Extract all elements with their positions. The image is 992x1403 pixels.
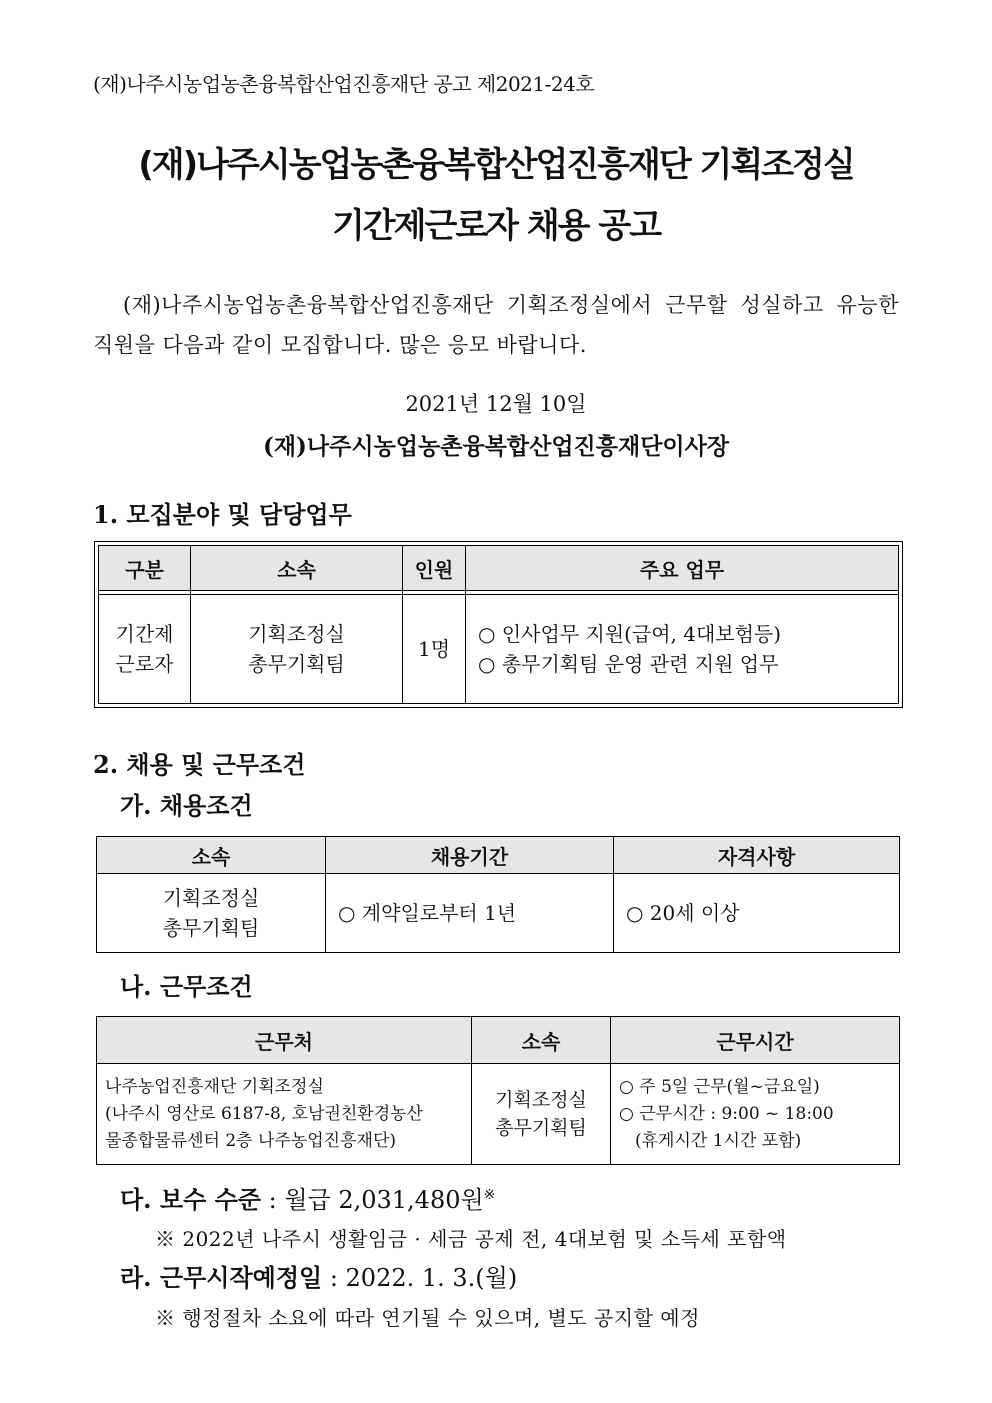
- subsection-b-heading: 나. 근무조건: [120, 972, 253, 1001]
- workplace-line: 물종합물류센터 2층 나주농업진흥재단): [105, 1130, 397, 1151]
- category-line: 근로자: [115, 652, 174, 676]
- section1-heading: 1. 모집분야 및 담당업무: [93, 500, 352, 529]
- start-date-value: : 2022. 1. 3.(월): [322, 1264, 518, 1292]
- recruitment-table: [98, 545, 899, 704]
- subsection-a-heading: 가. 채용조건: [120, 791, 253, 820]
- hours-line: (휴게시간 1시간 포함): [635, 1130, 802, 1151]
- cell-dept: [97, 874, 326, 953]
- start-date-note: ※ 행정절차 소요에 따라 연기될 수 있으며, 별도 공지할 예정: [155, 1306, 700, 1330]
- duty-item: ○ 인사업무 지원(급여, 4대보험등): [478, 622, 782, 646]
- dept-line: 기획조정실: [495, 1089, 587, 1111]
- work-conditions-table: [96, 1016, 900, 1165]
- page-title-line2: 기간제근로자 채용 공고: [331, 206, 661, 246]
- col-header-dept: 소속: [97, 837, 326, 874]
- dept-line: 총무기획팀: [495, 1117, 587, 1139]
- cell-duties: [466, 595, 899, 704]
- col-header-category: 구분: [99, 546, 191, 591]
- notice-signer: (재)나주시농업농촌융복합산업진흥재단이사장: [262, 433, 730, 460]
- dept-line: 총무기획팀: [162, 916, 260, 940]
- cell-qualification: ○ 20세 이상: [614, 874, 900, 953]
- hiring-conditions-table: [96, 836, 900, 953]
- hours-line: ○ 근무시간 : 9:00 ~ 18:00: [619, 1103, 834, 1124]
- duty-item: ○ 총무기획팀 운영 관련 지원 업무: [478, 652, 779, 676]
- hours-line: ○ 주 5일 근무(월~금요일): [619, 1076, 820, 1097]
- col-header-workplace: 근무처: [97, 1017, 472, 1064]
- salary-value: : 월급 2,031,480원: [261, 1186, 484, 1214]
- cell-count: 1명: [403, 595, 466, 704]
- cell-hours: [611, 1064, 900, 1165]
- notice-reference: (재)나주시농업농촌융복합산업진흥재단 공고 제2021-24호: [93, 72, 595, 96]
- notice-date: 2021년 12월 10일: [405, 392, 587, 416]
- cell-period: ○ 계약일로부터 1년: [326, 874, 614, 953]
- start-date-line: [120, 1258, 517, 1293]
- page-title-line1: (재)나주시농업농촌융복합산업진흥재단 기획조정실: [138, 145, 854, 185]
- dept-line: 기획조정실: [248, 622, 345, 646]
- salary-mark: ※: [483, 1187, 496, 1203]
- cell-dept: [472, 1064, 611, 1165]
- workplace-line: (나주시 영산로 6187-8, 호남권친환경농산: [105, 1103, 423, 1124]
- col-header-hours: 근무시간: [611, 1017, 900, 1064]
- col-header-qualification: 자격사항: [614, 837, 900, 874]
- category-line: 기간제: [115, 622, 174, 646]
- dept-line: 총무기획팀: [248, 652, 345, 676]
- cell-category: [99, 595, 191, 704]
- dept-line: 기획조정실: [162, 886, 260, 910]
- start-date-label: 라. 근무시작예정일: [120, 1263, 323, 1292]
- section2-heading: 2. 채용 및 근무조건: [93, 750, 306, 779]
- cell-workplace: [97, 1064, 472, 1165]
- col-header-period: 채용기간: [326, 837, 614, 874]
- col-header-duties: 주요 업무: [466, 546, 899, 591]
- cell-dept: [191, 595, 403, 704]
- salary-note: ※ 2022년 나주시 생활임금 · 세금 공제 전, 4대보험 및 소득세 포함액: [155, 1227, 787, 1251]
- salary-line: [120, 1180, 495, 1215]
- intro-paragraph: (재)나주시농업농촌융복합산업진흥재단 기획조정실에서 근무할 성실하고 유능한 직원을 다음과 같이 모집합니다. 많은 응모 바랍니다.: [93, 293, 899, 357]
- col-header-dept: 소속: [472, 1017, 611, 1064]
- col-header-dept: 소속: [191, 546, 403, 591]
- workplace-line: 나주농업진흥재단 기획조정실: [105, 1076, 324, 1097]
- salary-label: 다. 보수 수준: [120, 1185, 261, 1214]
- col-header-count: 인원: [403, 546, 466, 591]
